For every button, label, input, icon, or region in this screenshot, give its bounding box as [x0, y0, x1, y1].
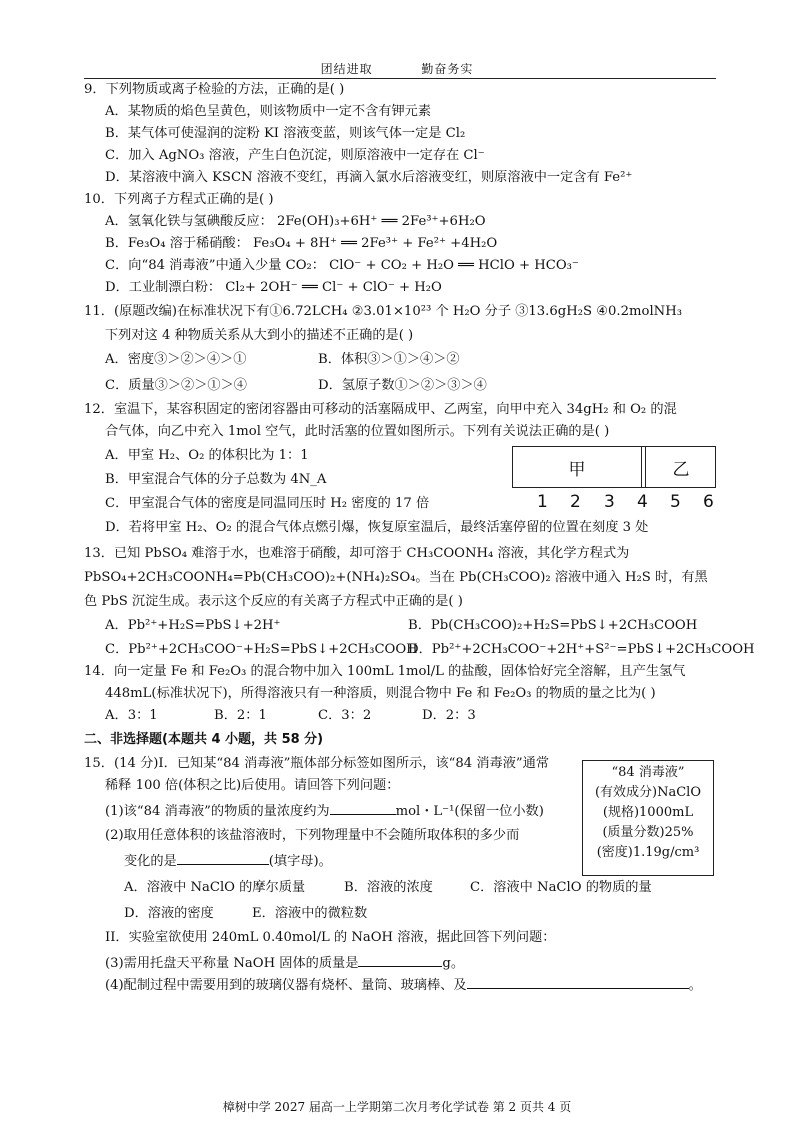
q11-option-b: B．体积③＞①＞④＞②	[318, 352, 460, 367]
q13-stem-cont2: 色 PbS 沉淀生成。表示这个反应的有关离子方程式中正确的是( )	[84, 594, 463, 609]
q11-stem-cont: 下列对这 4 种物质关系从大到小的描述不正确的是( )	[105, 328, 414, 343]
q11-option-a: A．密度③＞②＞④＞①	[105, 352, 247, 367]
q10-option-c: C．向“84 消毒液”中通入少量 CO₂： ClO⁻ + CO₂ + H₂O ══ HClO + HCO₃⁻	[105, 258, 579, 273]
q10-option-a: A．氢氧化铁与氢碘酸反应： 2Fe(OH)₃+6H⁺ ══ 2Fe³⁺+6H₂O	[105, 214, 486, 229]
tick-label: 2	[570, 492, 581, 512]
q15-part2: (2)取用任意体积的该盐溶液时，下列物理量中不会随所取体积的多少而	[105, 828, 520, 843]
q15-part1-unit: mol・L⁻¹(保留一位小数)	[395, 804, 544, 819]
q10-option-b: B．Fe₃O₄ 溶于稀硝酸： Fe₃O₄ + 8H⁺ ══ 2Fe³⁺ + Fe²⁺ +4H₂O	[105, 236, 498, 251]
q9-stem: 9．下列物质或离子检验的方法，正确的是( )	[84, 82, 345, 97]
q15-part1-text: (1)该“84 消毒液”的物质的量浓度约为	[105, 804, 330, 819]
q14-option-c: C．3：2	[318, 708, 372, 723]
disinfectant-label-box	[582, 760, 714, 876]
q12-stem: 12．室温下，某容积固定的密闭容器由可移动的活塞隔成甲、乙两室，向甲中充入 34gH₂ 和 O₂ 的混	[84, 402, 677, 417]
answer-blank-4[interactable]	[467, 974, 689, 989]
header-motto-left: 团结进取	[320, 62, 373, 76]
q14-stem-cont: 448mL(标准状况下)，所得溶液只有一种溶质，则混合物中 Fe 和 Fe₂O₃ 的物质的量之比为( )	[105, 686, 656, 701]
tick-label: 3	[604, 492, 615, 512]
q15-option-e: E．溶液中的微粒数	[252, 906, 368, 921]
label-line: (规格)1000mL	[602, 805, 694, 820]
q10-stem: 10．下列离子方程式正确的是( )	[84, 192, 274, 207]
tick-label: 5	[670, 492, 681, 512]
q9-option-c: C．加入 AgNO₃ 溶液，产生白色沉淀，则原溶液中一定存在 Cl⁻	[105, 148, 485, 163]
label-line: (密度)1.19g/cm³	[596, 845, 700, 860]
answer-blank-2[interactable]	[177, 850, 269, 865]
q15-part4-text: (4)配制过程中需要用到的玻璃仪器有烧杯、量筒、玻璃棒、及	[105, 978, 467, 993]
q15-part-ii: II．实验室欲使用 240mL 0.40mol/L 的 NaOH 溶液，据此回答下列问题：	[105, 930, 556, 945]
q11-option-d: D．氢原子数①＞②＞③＞④	[318, 378, 487, 393]
q15-part4-end: 。	[688, 978, 702, 993]
q9-option-a: A．某物质的焰色呈黄色，则该物质中一定不含有钾元素	[105, 104, 432, 119]
label-line: (质量分数)25%	[602, 825, 694, 840]
q12-option-c: C．甲室混合气体的密度是同温同压时 H₂ 密度的 17 倍	[105, 496, 430, 511]
q15-intro: 15．(14 分)I．已知某“84 消毒液”瓶体部分标签如图所示，该“84 消毒液”通常	[84, 756, 550, 771]
page-footer: 樟树中学 2027 届高一上学期第二次月考化学试卷 第 2 页共 4 页	[222, 1100, 572, 1114]
q10-option-d: D．工业制漂白粉： Cl₂+ 2OH⁻ ══ Cl⁻ + ClO⁻ + H₂O	[105, 280, 442, 295]
chamber-jia: 甲	[513, 447, 642, 487]
q12-option-b: B．甲室混合气体的分子总数为 4N_A	[105, 472, 327, 487]
q15-part3-unit: g。	[442, 956, 465, 971]
q13-option-a: A．Pb²⁺+H₂S=PbS↓+2H⁺	[105, 618, 281, 633]
q13-option-b: B．Pb(CH₃COO)₂+H₂S=PbS↓+2CH₃COOH	[408, 618, 698, 633]
q13-stem: 13．已知 PbSO₄ 难溶于水，也难溶于硝酸，却可溶于 CH₃COONH₄ 溶液，其化学方程式为	[84, 546, 630, 561]
q12-option-d: D．若将甲室 H₂、O₂ 的混合气体点燃引爆，恢复原室温后，最终活塞停留的位置在刻度 3 处	[105, 520, 649, 535]
piston-bar	[645, 447, 646, 487]
q11-option-c: C．质量③＞②＞①＞④	[105, 378, 247, 393]
answer-blank-1[interactable]	[330, 800, 396, 815]
q12-option-a: A．甲室 H₂、O₂ 的体积比为 1：1	[105, 448, 309, 463]
q13-option-c: C．Pb²⁺+2CH₃COO⁻+H₂S=PbS↓+2CH₃COOH	[105, 642, 418, 657]
answer-blank-3[interactable]	[358, 952, 442, 967]
q12-stem-cont: 合气体，向乙中充入 1mol 空气，此时活塞的位置如图所示。下列有关说法正确的是( )	[105, 424, 610, 439]
q14-stem: 14．向一定量 Fe 和 Fe₂O₃ 的混合物中加入 100mL 1mol/L 的盐酸，固体恰好完全溶解，且产生氢气	[84, 664, 686, 679]
q15-option-b: B．溶液的浓度	[344, 880, 433, 895]
page-header	[0, 60, 794, 77]
q9-option-d: D．某溶液中滴入 KSCN 溶液不变红，再滴入氯水后溶液变红，则原溶液中一定含有 Fe²⁺	[105, 170, 633, 185]
q14-option-a: A．3：1	[105, 708, 158, 723]
tick-label: 1	[537, 492, 548, 512]
q15-option-c: C．溶液中 NaClO 的物质的量	[470, 880, 652, 895]
q15-option-d: D．溶液的密度	[124, 906, 214, 921]
chamber-yi: 乙	[672, 459, 690, 480]
q15-part2-hint: (填字母)。	[268, 854, 332, 869]
q15-part3	[105, 952, 464, 974]
q15-intro-cont: 稀释 100 倍(体积之比)后使用。请回答下列问题：	[105, 778, 400, 793]
q14-option-d: D．2：3	[422, 708, 476, 723]
tick-label: 6	[703, 492, 714, 512]
q13-option-d: D．Pb²⁺+2CH₃COO⁻+2H⁺+S²⁻=PbS↓+2CH₃COOH	[408, 642, 755, 657]
q13-stem-cont: PbSO₄+2CH₃COONH₄=Pb(CH₃COO)₂+(NH₄)₂SO₄。当在 Pb(CH₃COO)₂ 溶液中通入 H₂S 时，有黑	[84, 570, 708, 585]
q15-part1	[105, 800, 544, 822]
header-rule	[84, 78, 716, 79]
header-motto-right: 勤奋务实	[421, 62, 474, 76]
q15-part2-text: 变化的是	[124, 854, 177, 869]
q15-part3-text: (3)需用托盘天平称量 NaOH 固体的质量是	[105, 956, 359, 971]
q15-part2-cont	[124, 850, 332, 872]
q15-part4	[105, 974, 702, 996]
tick-label: 4	[637, 492, 648, 512]
label-line: “84 消毒液”	[611, 765, 685, 780]
label-line: (有效成分)NaClO	[594, 785, 702, 800]
section-heading: 二、非选择题(本题共 4 小题，共 58 分)	[84, 732, 324, 747]
q14-option-b: B．2：1	[214, 708, 267, 723]
q15-option-a: A．溶液中 NaClO 的摩尔质量	[124, 880, 306, 895]
piston-container-diagram	[512, 446, 716, 488]
q9-option-b: B．某气体可使湿润的淀粉 KI 溶液变蓝，则该气体一定是 Cl₂	[105, 126, 466, 141]
q11-stem: 11．(原题改编)在标准状况下有①6.72LCH₄ ②3.01×10²³ 个 H₂O 分子 ③13.6gH₂S ④0.2molNH₃	[84, 304, 683, 319]
